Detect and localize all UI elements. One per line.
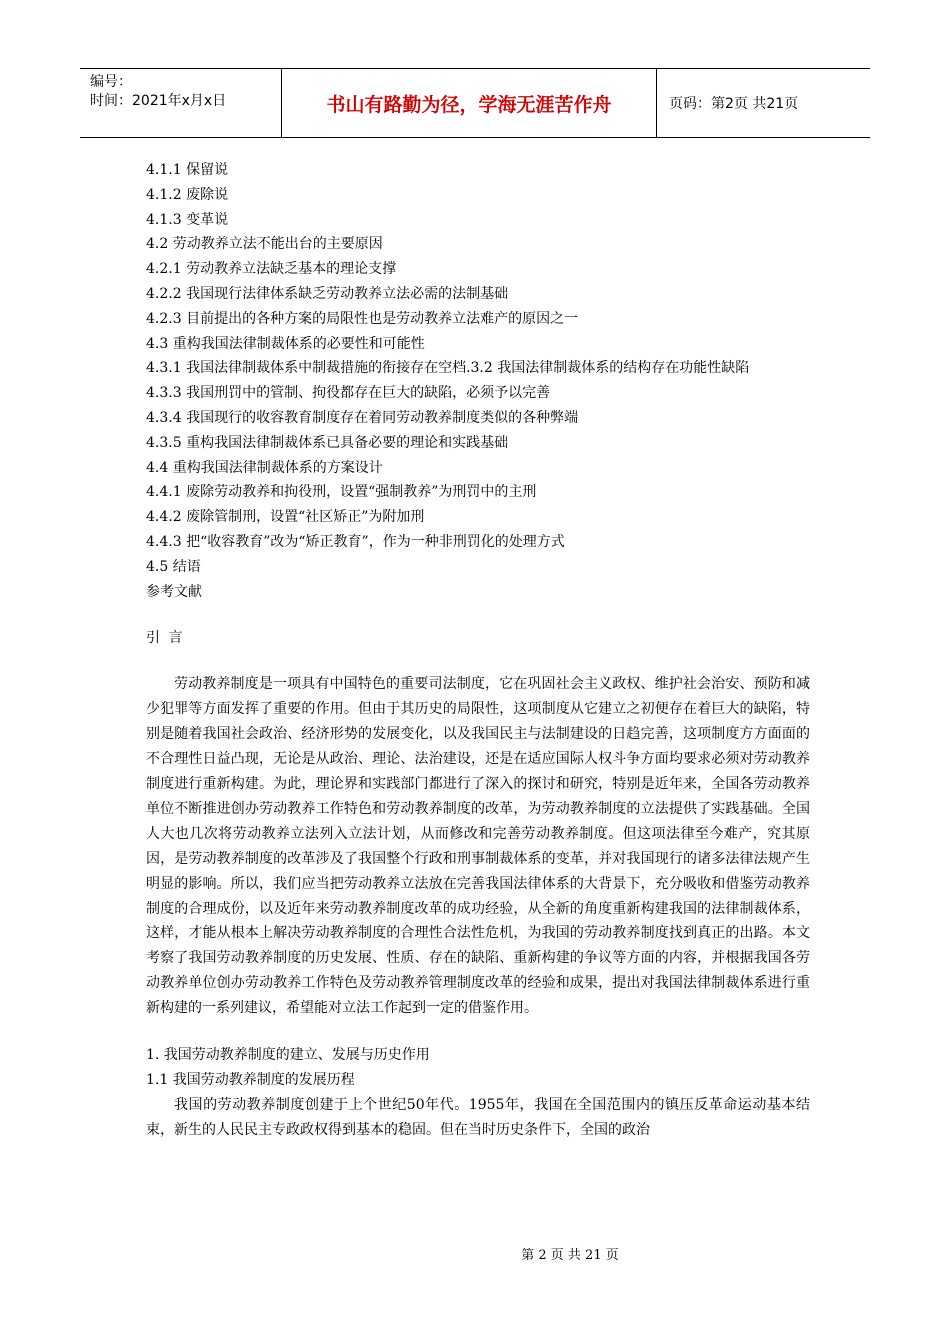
toc-item: 4.5 结语 [146, 558, 201, 575]
toc-item: 4.2.1 劳动教养立法缺乏基本的理论支撑 [146, 261, 397, 278]
toc-item: 4.1.1 保留说 [146, 162, 229, 178]
subsection-heading: 1.1 我国劳动教养制度的发展历程 [146, 1071, 355, 1088]
section-paragraph: 我国的劳动教养制度创建于上个世纪50年代。1955年，我国在全国范围内的镇压反革命运动基本结束，新生的人民民主专政政权得到基本的稳固。但在当时历史条件下，全国的政治 [146, 1096, 810, 1138]
section-heading: 1. 我国劳动教养制度的建立、发展与历史作用 [146, 1047, 430, 1064]
toc-item: 4.3.5 重构我国法律制裁体系已具备必要的理论和实践基础 [146, 434, 509, 451]
toc-item: 4.3.1 我国法律制裁体系中制裁措施的衔接存在空档.3.2 我国法律制裁体系的结构存在功能性缺陷 [146, 360, 750, 377]
toc-item: 4.3 重构我国法律制裁体系的必要性和可能性 [146, 335, 425, 352]
document-header [80, 68, 870, 138]
toc-item: 4.2 劳动教养立法不能出台的主要原因 [146, 236, 383, 253]
header-motto: 书山有路勤为径，学海无涯苦作舟 [282, 69, 657, 137]
toc-item: 4.4.3 把“收容教育”改为“矫正教育”，作为一种非刑罚化的处理方式 [146, 533, 565, 550]
time-label: 时间：2021年x月x日 [90, 93, 227, 109]
intro-heading: 引 言 [146, 630, 185, 647]
toc-item: 4.4.2 废除管制刑，设置“社区矫正”为附加刑 [146, 509, 425, 526]
toc-item: 4.4 重构我国法律制裁体系的方案设计 [146, 459, 383, 476]
document-body [146, 158, 810, 1142]
toc-item: 4.3.3 我国刑罚中的管制、拘役都存在巨大的缺陷，必须予以完善 [146, 385, 551, 402]
toc-item: 4.1.2 废除说 [146, 186, 229, 203]
toc-item: 4.2.2 我国现行法律体系缺乏劳动教养立法必需的法制基础 [146, 285, 509, 302]
toc-item: 4.2.3 目前提出的各种方案的局限性也是劳动教养立法难产的原因之一 [146, 310, 579, 327]
code-label: 编号： [90, 74, 132, 90]
toc-item: 参考文献 [146, 583, 202, 600]
toc-item: 4.3.4 我国现行的收容教育制度存在着同劳动教养制度类似的各种弊端 [146, 409, 579, 426]
intro-paragraph: 劳动教养制度是一项具有中国特色的重要司法制度，它在巩固社会主义政权、维护社会治安、预防和减少犯罪等方面发挥了重要的作用。但由于其历史的局限性，这项制度从它建立之初便存在着巨大的缺陷，特别是随着我国社会政治、经济形势的发展变化，以及我国民主与法制建设的日趋完善，这项制度方方面面的不合理性日益凸现，无论是从政治、理论、法治建设，还是在适应国际人权斗争方面均要求必须对劳动教养制度进行重新构建。为此，理论界和实践部门都进行了深入的探讨和研究，特别是近年来，全国各劳动教养单位不断推进创办劳动教养工作特色和劳动教养制度的改革，为劳动教养制度的立法提供了实践基础。全国人大也几次将劳动教养立法列入立法计划，从而修改和完善劳动教养制度。但这项法律至今难产，究其原因，是劳动教养制度的改革涉及了我国整个行政和刑事制裁体系的变革，并对我国现行的诸多法律法规产生明显的影响。所以，我们应当把劳动教养立法放在完善我国法律体系的大背景下，充分吸收和借鉴劳动教养制度的合理成份，以及近年来劳动教养制度改革的成功经验，从全新的角度重新构建我国的法律制裁体系，这样，才能从根本上解决劳动教养制度的合理性合法性危机，为我国的劳动教养制度找到真正的出路。本文考察了我国劳动教养制度的历史发展、性质、存在的缺陷、重新构建的争议等方面的内容，并根据我国各劳动教养单位创办劳动教养工作特色及劳动教养管理制度改革的经验和成果，提出对我国法律制裁体系进行重新构建的一系列建议，希望能对立法工作起到一定的借鉴作用。 [146, 676, 810, 1017]
header-meta-cell [80, 69, 282, 137]
header-page-info: 页码：第2页 共21页 [669, 96, 799, 112]
toc-item: 4.4.1 废除劳动教养和拘役刑，设置“强制教养”为刑罚中的主刑 [146, 484, 537, 501]
toc-item: 4.1.3 变革说 [146, 211, 229, 228]
table-of-contents [146, 158, 810, 604]
page-footer: 第 2 页 共 21 页 [521, 1248, 619, 1263]
